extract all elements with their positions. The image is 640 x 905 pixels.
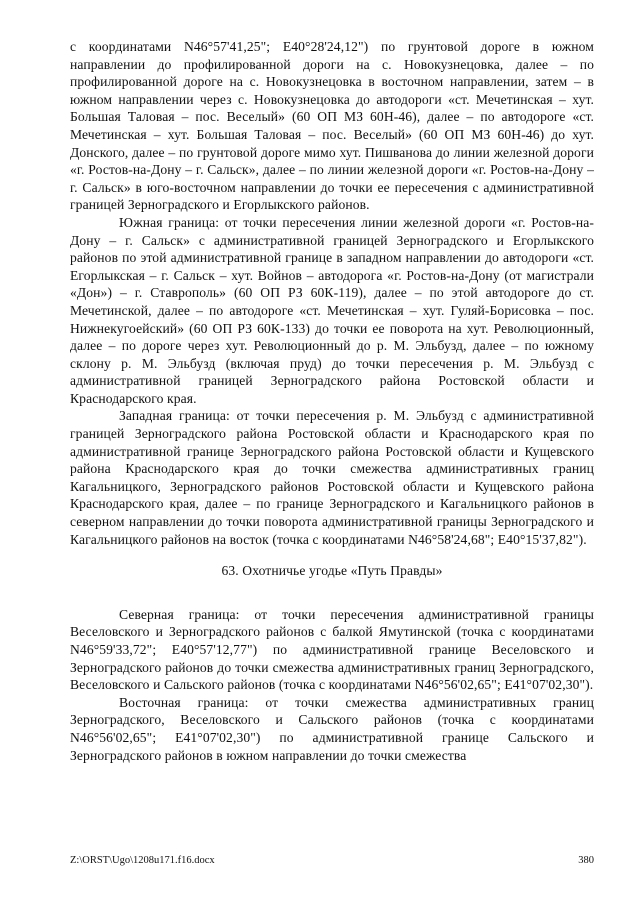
paragraph-west-border: Западная граница: от точки пересечения р. М. Эльбузд с административной границей Зерноградского района Ростовской области и Краснодарского края по административной границе Зерноградского района Ростовской области и Кущевского района Краснодарского края до точки смежества административных границ Кагальницкого, Зерноградского районов Ростовской области и Кущевского района Краснодарского края, далее – по границе Зерноградского и Кагальницкого районов в северном направлении до точки поворота административной границы Зерноградского и Кагальницкого районов на восток (точка с координатами N46°58'24,68"; Е40°15'37,82"). bbox=[70, 408, 594, 547]
paragraph-east-border: Восточная граница: от точки смежества административных границ Зерноградского, Веселовского и Сальского районов (точка с координатами N46°56'02,65"; Е41°07'02,30") по административной границе Сальского и Зерноградского районов в южном направлении до точки смежества bbox=[70, 694, 594, 763]
document-body bbox=[70, 38, 594, 764]
page-footer bbox=[70, 855, 594, 867]
paragraph-north-border: Северная граница: от точки пересечения административной границы Веселовского и Зерноградского районов с балкой Ямутинской (точка с координатами N46°59'33,72"; Е40°57'12,77") по административной границе Веселовского и Зерноградского районов до точки смежества административных границ Зерноградского, Веселовского и Сальского районов (точка с координатами N46°56'02,65"; Е41°07'02,30"). bbox=[70, 606, 594, 693]
section-title: 63. Охотничье угодье «Путь Правды» bbox=[221, 563, 443, 579]
footer-file-path: Z:\ORST\Ugo\1208u171.f16.docx bbox=[70, 855, 215, 866]
paragraph-south-border: Южная граница: от точки пересечения линии железной дороги «г. Ростов-на-Дону – г. Сальск» с административной границей Зерноградского и Егорлыкского районов по этой административной границе в западном направлении до автодороги «ст. Егорлыкская – г. Сальск – хут. Войнов – автодорога «г. Ростов-на-Дону (от магистрали «Дон») – г. Ставрополь» (60 ОП РЗ 60К-119), далее – по этой автодороге до ст. Мечетинской, далее – по автодороге «ст. Мечетинская – хут. Гуляй-Борисовка – пос. Нижнекугоейский» (60 ОП РЗ 60К-133) до точки ее поворота на хут. Революционный, далее – по дороге через хут. Революционный до р. М. Эльбузд, далее – по южному склону р. М. Эльбузд (включая пруд) до точки пересечения р. М. Эльбузд с административной границей Зерноградского района Ростовской области и Краснодарского края. bbox=[70, 214, 594, 406]
footer-page-number: 380 bbox=[578, 855, 594, 866]
paragraph-east-border-continuation: с координатами N46°57'41,25"; Е40°28'24,12") по грунтовой дороге в южном направлении до профилированной дороги на с. Новокузнецовка, далее – по профилированной дороге на с. Новокузнецовка в восточном направлении, затем – в южном направлении через с. Новокузнецовка до автодороги «ст. Мечетинская – хут. Большая Таловая – пос. Веселый» (60 ОП МЗ 60Н-46), далее – по автодороге «ст. Мечетинская – хут. Большая Таловая – пос. Веселый» (60 ОП МЗ 60Н-46) до хут. Донского, далее – по грунтовой дороге мимо хут. Пишванова до линии железной дороги «г. Ростов-на-Дону – г. Сальск», далее – по линии железной дороги «г. Ростов-на-Дону – г. Сальск» в юго-восточном направлении до точки ее пересечения с административной границей Зерноградского и Егорлыкского районов. bbox=[70, 39, 594, 213]
